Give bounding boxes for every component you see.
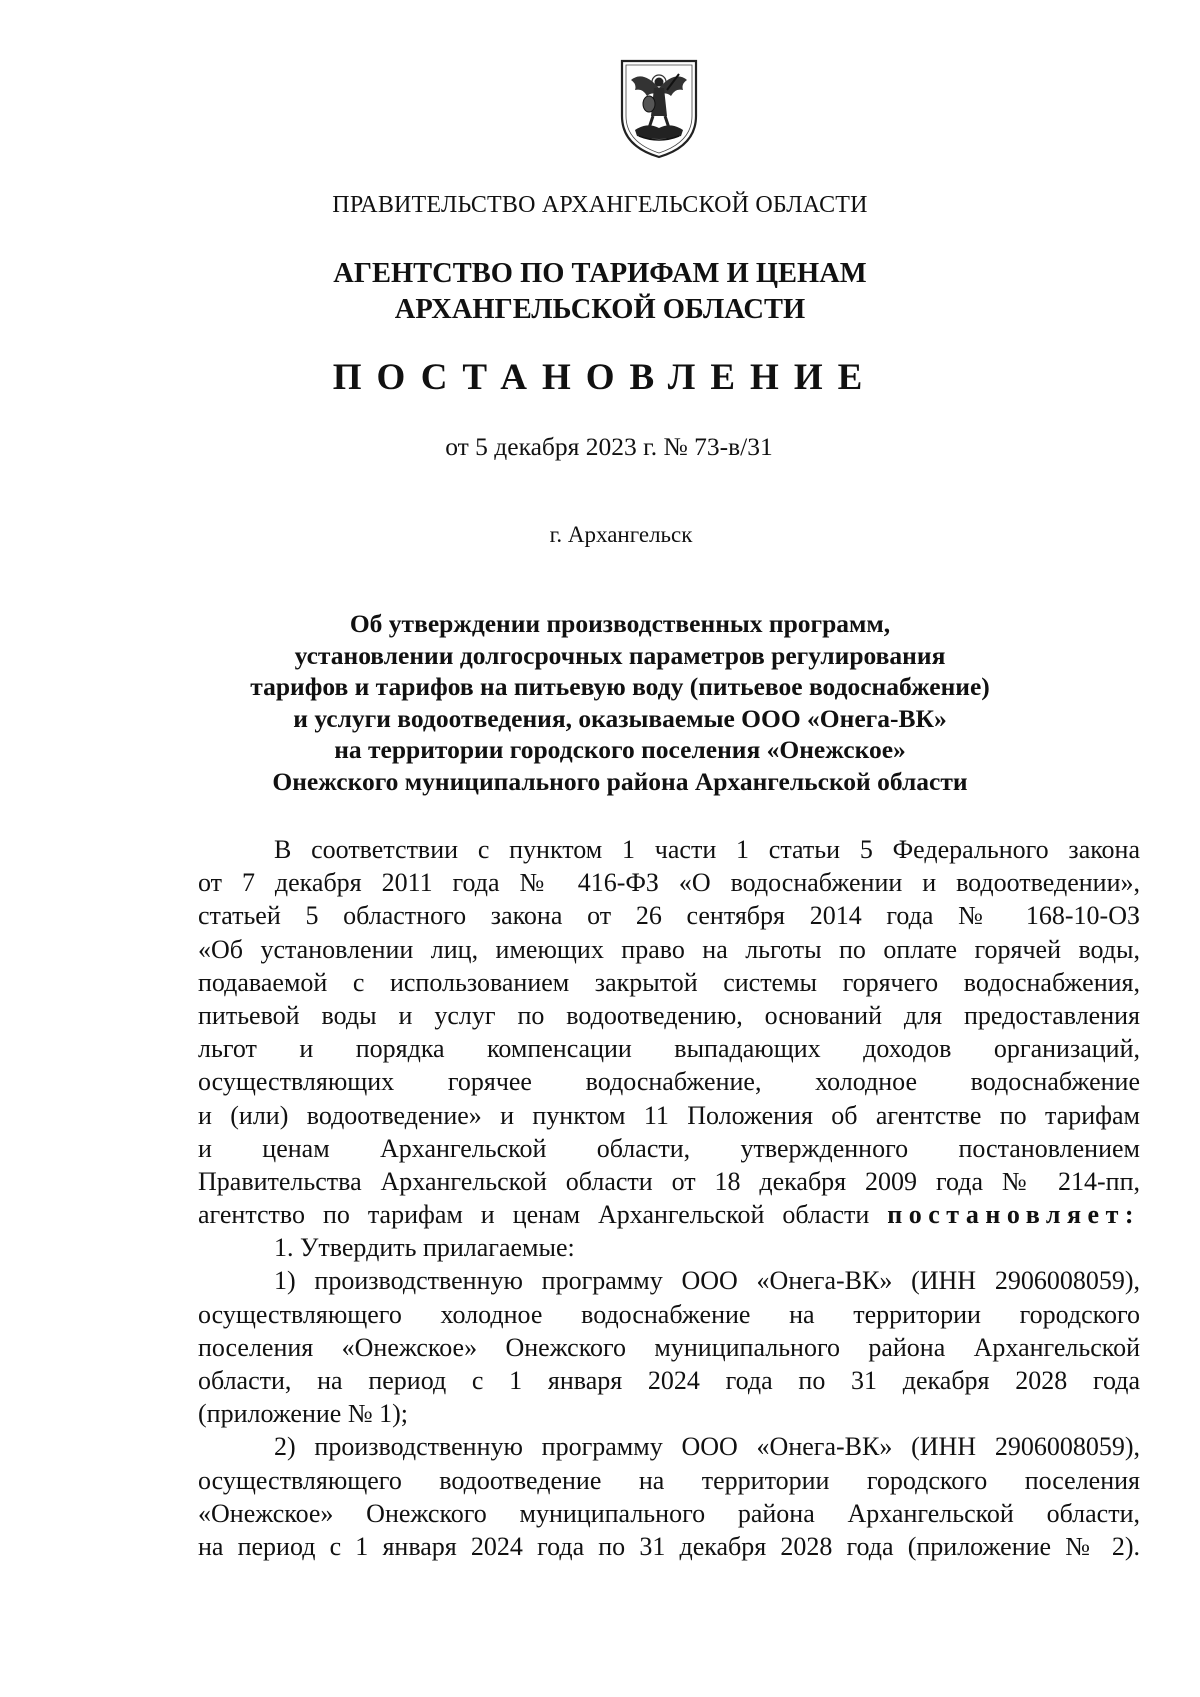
body-line-decree	[198, 1198, 1140, 1231]
subject-line: тарифов и тарифов на питьевую воду (питьевое водоснабжение)	[250, 672, 990, 701]
body-line: льгот и порядка компенсации выпадающих доходов организаций,	[198, 1034, 1140, 1064]
document-date-number: от 5 декабря 2023 г. № 73-в/31	[445, 432, 773, 461]
sub-item-1-line: поселения «Онежское» Онежского муниципального района Архангельской	[198, 1332, 1140, 1362]
subject-line: на территории городского поселения «Онежское»	[334, 735, 906, 764]
body-line: от 7 декабря 2011 года № 416-ФЗ «О водоснабжении и водоотведении»,	[198, 868, 1140, 898]
preamble-closing: агентство по тарифам и ценам Архангельской области	[198, 1200, 870, 1230]
document-body	[198, 833, 1140, 1563]
decree-word: постановляет:	[887, 1200, 1141, 1230]
document-subject	[210, 608, 1030, 797]
sub-item-1-line: (приложение № 1);	[198, 1399, 409, 1429]
subject-line: и услуги водоотведения, оказываемые ООО «Онега-ВК»	[293, 703, 947, 733]
body-line: и ценам Архангельской области, утвержденного постановлением	[198, 1133, 1140, 1163]
body-line: статьей 5 областного закона от 26 сентября 2014 года № 168-10-ОЗ	[198, 901, 1140, 931]
sub-item-1-line: области, на период с 1 января 2024 года по 31 декабря 2028 года	[198, 1366, 1140, 1395]
subject-line: Онежского муниципального района Архангельской области	[272, 766, 968, 796]
subject-line: Об утверждении производственных программ,	[349, 609, 891, 638]
agency-name-line-1: АГЕНТСТВО ПО ТАРИФАМ И ЦЕНАМ	[333, 258, 867, 289]
subject-line: установлении долгосрочных параметров регулирования	[294, 640, 946, 670]
agency-name	[0, 256, 1200, 328]
government-name: ПРАВИТЕЛЬСТВО АРХАНГЕЛЬСКОЙ ОБЛАСТИ	[332, 192, 868, 218]
body-line: «Об установлении лиц, имеющих право на льготы по оплате горячей воды,	[198, 934, 1140, 964]
sub-item-2-line: осуществляющего водоотведение на территории городского поселения	[198, 1465, 1140, 1495]
body-line: В соответствии с пунктом 1 части 1 статьи 5 Федерального закона	[274, 835, 1140, 864]
body-line: питьевой воды и услуг по водоотведению, оснований для предоставления	[198, 1000, 1140, 1030]
body-line: подаваемой с использованием закрытой системы горячего водоснабжения,	[198, 967, 1140, 997]
sub-item-1-line: осуществляющего холодное водоснабжение на территории городского	[198, 1299, 1140, 1329]
sub-item-1-line: 1) производственную программу ООО «Онега-ВК» (ИНН 2906008059),	[274, 1266, 1140, 1296]
sub-item-2-line: 2) производственную программу ООО «Онега-ВК» (ИНН 2906008059),	[274, 1432, 1140, 1462]
item-1-heading: 1. Утвердить прилагаемые:	[274, 1233, 575, 1263]
sub-item-2-line: на период с 1 января 2024 года по 31 декабря 2028 года (приложение № 2).	[198, 1531, 1140, 1561]
document-type-title: ПОСТАНОВЛЕНИЕ	[332, 357, 878, 398]
agency-name-line-2: АРХАНГЕЛЬСКОЙ ОБЛАСТИ	[394, 294, 806, 325]
document-city: г. Архангельск	[549, 522, 693, 547]
body-line: осуществляющих горячее водоснабжение, холодное водоснабжение	[198, 1067, 1140, 1097]
sub-item-2-line: «Онежское» Онежского муниципального района Архангельской области,	[198, 1498, 1140, 1528]
coat-of-arms-icon	[619, 58, 699, 160]
body-line: и (или) водоотведение» и пунктом 11 Положения об агентстве по тарифам	[198, 1100, 1140, 1130]
body-line: Правительства Архангельской области от 18 декабря 2009 года № 214-пп,	[198, 1166, 1140, 1196]
